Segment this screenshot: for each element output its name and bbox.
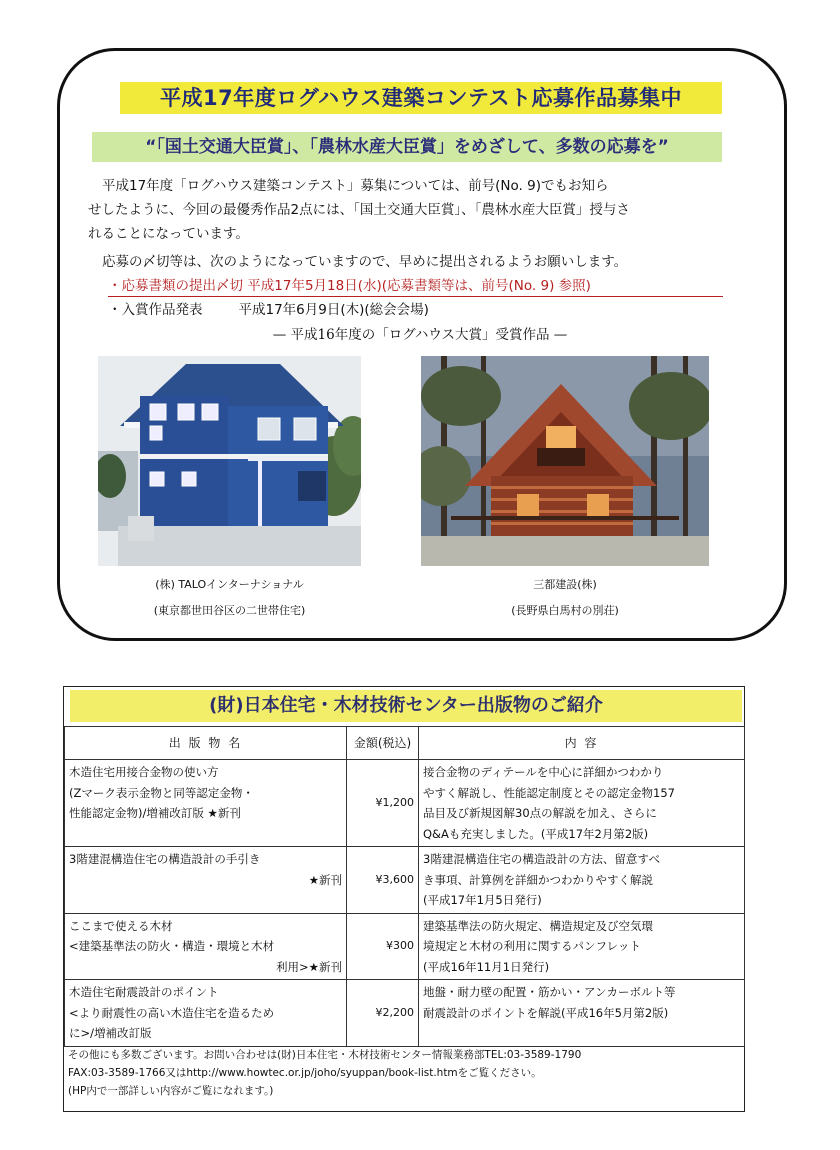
pub-price: ¥1,200 bbox=[347, 760, 419, 847]
contest-subhead: “「国土交通大臣賞」、「農林水産大臣賞」をめざして、多数の応募を” bbox=[92, 132, 722, 162]
footer-contact-line: その他にも多数ございます。お問い合わせは(財)日本住宅・木材技術センター情報業務部TEL:03-3589-1790 bbox=[68, 1049, 582, 1061]
pub-content-line: 3階建混構造住宅の構造設計の方法、留意すべ bbox=[423, 852, 661, 866]
contest-paragraph bbox=[88, 174, 728, 246]
footer-fax-url-line[interactable]: FAX:03-3589-1766又はhttp://www.howtec.or.jp/joho/syuppan/book-list.htmをご覧ください。 bbox=[68, 1067, 542, 1079]
pub-content-line: 地盤・耐力壁の配置・筋かい・アンカーボルト等 bbox=[423, 985, 676, 999]
pub-content-line: Q&Aも充実しました。(平成17年2月第2版) bbox=[423, 826, 649, 841]
pub-name-line: <より耐震性の高い木造住宅を造るため bbox=[69, 1005, 275, 1020]
pub-content-cell bbox=[419, 913, 745, 980]
footer-note-line: (HP内で一部詳しい内容がご覧になれます。) bbox=[68, 1085, 274, 1097]
blue-log-house-photo bbox=[98, 356, 361, 566]
pub-price: ¥300 bbox=[347, 913, 419, 980]
pub-content-line: 品目及び新規図解30点の解説を加え、さらに bbox=[423, 806, 657, 820]
publications-table bbox=[64, 726, 745, 1047]
table-header-row bbox=[65, 727, 745, 760]
pub-content-line: 建築基準法の防火規定、構造規定及び空気環 bbox=[423, 918, 653, 933]
pub-content-line: き事項、計算例を詳細かつわかりやすく解説 bbox=[423, 872, 653, 887]
pub-content-cell bbox=[419, 847, 745, 914]
pub-name-cell bbox=[65, 980, 347, 1047]
deadline-line: ・応募書類の提出〆切 平成17年5月18日(水)(応募書類等は、前号(No. 9) 参照) bbox=[108, 276, 723, 297]
pub-content-cell bbox=[419, 760, 745, 847]
pub-name-line: <建築基準法の防火・構造・環境と木材 bbox=[69, 939, 275, 953]
header-price: 金額(税込) bbox=[347, 727, 419, 760]
pub-price: ¥3,600 bbox=[347, 847, 419, 914]
table-row bbox=[65, 980, 745, 1047]
log-cabin-photo bbox=[421, 356, 709, 566]
publications-title: (財)日本住宅・木材技術センター出版物のご紹介 bbox=[70, 690, 742, 722]
pub-price: ¥2,200 bbox=[347, 980, 419, 1047]
contest-headline: 平成17年度ログハウス建築コンテスト応募作品募集中 bbox=[120, 82, 722, 114]
pub-content-line: (平成16年11月1日発行) bbox=[423, 959, 550, 974]
pub-name-cell bbox=[65, 847, 347, 914]
pub-name-cell bbox=[65, 913, 347, 980]
pub-name-line: 利用>★新刊 bbox=[276, 959, 342, 974]
deadline-intro: 応募の〆切等は、次のようになっていますので、早めに提出されるようお願いします。 bbox=[102, 254, 628, 270]
pub-content-line: 境規定と木材の利用に関するパンフレット bbox=[423, 939, 641, 953]
announce-date: 平成17年6月9日(木)(総会会場) bbox=[238, 302, 429, 318]
pub-name-line: に>/増補改訂版 bbox=[69, 1026, 152, 1040]
pub-content-line: 接合金物のディテールを中心に詳細かつわかり bbox=[423, 765, 664, 779]
pub-name-cell bbox=[65, 760, 347, 847]
table-row bbox=[65, 913, 745, 980]
photo-left-company: (株) TALOインターナショナル bbox=[155, 578, 304, 591]
header-name: 出 版 物 名 bbox=[65, 727, 347, 760]
announce-label: ・入賞作品発表 bbox=[108, 302, 203, 318]
pub-content-line: やすく解説し、性能認定制度とその認定金物157 bbox=[423, 785, 675, 800]
pub-name-line: ★新刊 bbox=[308, 872, 342, 887]
pub-content-line: 耐震設計のポイントを解説(平成16年5月第2版) bbox=[423, 1005, 669, 1020]
photo-section-title: — 平成16年度の「ログハウス大賞」受賞作品 — bbox=[272, 327, 568, 343]
photo-left-location: (東京都世田谷区の二世帯住宅) bbox=[153, 604, 306, 617]
pub-name-line: (Zマーク表示金物と同等認定金物・ bbox=[69, 785, 254, 800]
pub-name-line: 木造住宅用接合金物の使い方 bbox=[69, 765, 219, 779]
paragraph-line: れることになっています。 bbox=[88, 226, 249, 242]
pub-name-line: 3階建混構造住宅の構造設計の手引き bbox=[69, 852, 261, 866]
pub-name-line: 木造住宅耐震設計のポイント bbox=[69, 985, 219, 999]
photo-right-company: 三都建設(株) bbox=[533, 578, 597, 591]
pub-name-line: 性能認定金物)/増補改訂版 ★新刊 bbox=[69, 806, 241, 820]
pub-content-line: (平成17年1月5日発行) bbox=[423, 893, 542, 907]
announcement bbox=[108, 300, 429, 320]
paragraph-line: 平成17年度「ログハウス建築コンテスト」募集については、前号(No. 9)でもお知ら bbox=[102, 178, 609, 194]
table-row bbox=[65, 847, 745, 914]
pub-content-cell bbox=[419, 980, 745, 1047]
publications-footer bbox=[68, 1046, 740, 1100]
pub-name-line: ここまで使える木材 bbox=[69, 918, 173, 933]
photo-right-location: (長野県白馬村の別荘) bbox=[511, 604, 619, 617]
table-row bbox=[65, 760, 745, 847]
paragraph-line: せしたように、今回の最優秀作品2点には、「国土交通大臣賞」、「農林水産大臣賞」授与さ bbox=[88, 202, 630, 218]
header-content: 内 容 bbox=[419, 727, 745, 760]
